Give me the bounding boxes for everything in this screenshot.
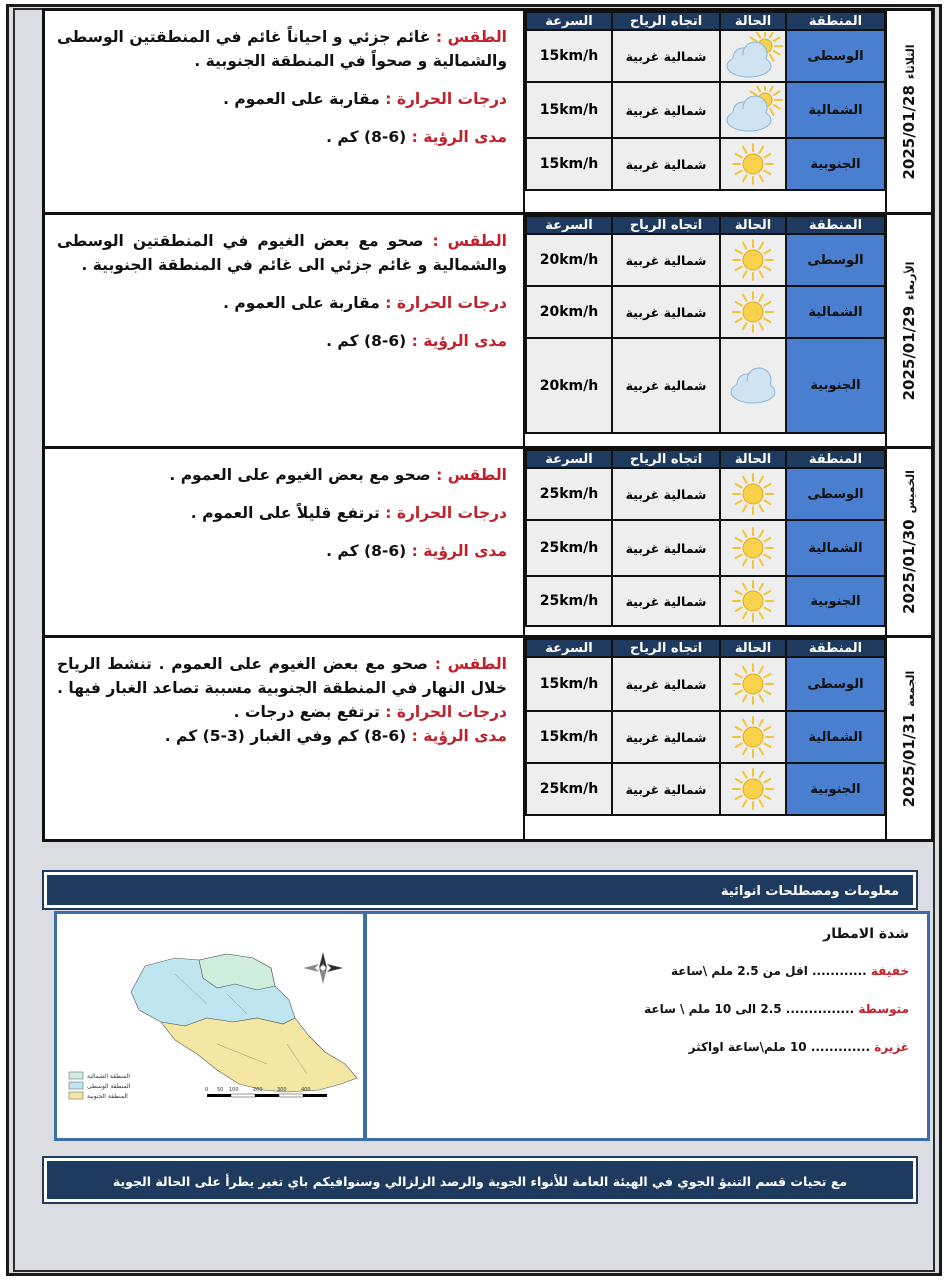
weather-line-label: الطقس : — [434, 655, 507, 673]
sun-icon — [720, 576, 786, 626]
weather-line-text: صحو مع بعض الغيوم في المنطقتين الوسطى والشمالية و غائم جزئي الى غائم في المنطقة الجنوبية . — [57, 232, 507, 274]
wind-speed-cell: 15km/h — [526, 30, 612, 82]
table-row — [526, 234, 885, 286]
rain-row-moderate — [389, 1002, 909, 1016]
region-cell: الشمالية — [786, 520, 885, 576]
wind-speed-cell: 15km/h — [526, 138, 612, 190]
day-name: الثلاثاء — [904, 43, 917, 79]
visibility-line — [57, 125, 507, 149]
visibility-line-text: (6-8) كم وفي الغبار (3-5) كم . — [164, 727, 407, 745]
day-block — [45, 215, 931, 449]
visibility-line-label: مدى الرؤية : — [411, 332, 507, 350]
visibility-line — [57, 539, 507, 563]
table-row — [526, 82, 885, 138]
table-row — [526, 657, 885, 711]
region-cell: الوسطى — [786, 468, 885, 520]
wind-direction-cell: شمالية غربية — [612, 468, 720, 520]
partly-cloudy-icon — [720, 82, 786, 138]
rain-text: ............. 10 ملم\ساعة اواكثر — [688, 1040, 871, 1054]
date-value: 2025/01/29 — [900, 305, 918, 400]
forecast-grid — [42, 8, 934, 842]
sun-icon — [720, 657, 786, 711]
wind-direction-cell: شمالية غربية — [612, 338, 720, 433]
visibility-line-text: (6-8) كم . — [326, 542, 407, 560]
visibility-line-text: (6-8) كم . — [326, 128, 407, 146]
weather-line-label: الطقس : — [436, 466, 507, 484]
wind-direction-cell: شمالية غربية — [612, 576, 720, 626]
day-name: الجمعة — [904, 670, 917, 707]
header-region: المنطقة — [786, 12, 885, 30]
scale-label: 100 — [229, 1087, 239, 1093]
day-block — [45, 449, 931, 638]
region-cell: الجنوبية — [786, 763, 885, 815]
day-block — [45, 11, 931, 215]
date-column — [885, 11, 931, 212]
wind-speed-cell: 25km/h — [526, 763, 612, 815]
temp-line-text: مقاربة على العموم . — [223, 294, 380, 312]
table-row — [526, 711, 885, 763]
visibility-line — [57, 329, 507, 353]
rain-row-light — [389, 964, 909, 978]
rain-title: شدة الامطار — [823, 926, 909, 942]
wind-direction-cell: شمالية غربية — [612, 138, 720, 190]
header-speed: السرعة — [526, 12, 612, 30]
header-region: المنطقة — [786, 639, 885, 657]
header-state: الحالة — [720, 216, 786, 234]
weather-line — [57, 652, 507, 700]
forecast-table — [525, 638, 886, 816]
info-box — [54, 911, 930, 1141]
region-cell: الشمالية — [786, 286, 885, 338]
weather-line-label: الطقس : — [432, 232, 507, 250]
visibility-line — [57, 724, 507, 748]
forecast-description — [45, 215, 525, 446]
wind-direction-cell: شمالية غربية — [612, 763, 720, 815]
region-cell: الجنوبية — [786, 338, 885, 433]
scale-label: 0 — [205, 1087, 209, 1093]
legend-north: المنطقة الشمالية — [87, 1073, 130, 1080]
day-name: الأربعاء — [904, 261, 917, 300]
header-state: الحالة — [720, 450, 786, 468]
forecast-description — [45, 11, 525, 212]
temp-line-label: درجات الحرارة : — [385, 703, 507, 721]
date-value: 2025/01/30 — [900, 519, 918, 614]
weather-line-text: صحو مع بعض الغيوم على العموم . — [169, 466, 431, 484]
wind-speed-cell: 20km/h — [526, 338, 612, 433]
sun-icon — [720, 468, 786, 520]
map-legend — [69, 1072, 131, 1100]
scale-label: 50 — [217, 1087, 224, 1093]
wind-speed-cell: 15km/h — [526, 657, 612, 711]
header-wind-dir: اتجاه الرياح — [612, 450, 720, 468]
header-wind-dir: اتجاه الرياح — [612, 639, 720, 657]
legend-south: المنطقة الجنوبية — [87, 1093, 128, 1100]
temp-line — [57, 700, 507, 724]
wind-direction-cell: شمالية غربية — [612, 30, 720, 82]
forecast-table — [525, 11, 886, 191]
region-cell: الشمالية — [786, 711, 885, 763]
forecast-table — [525, 449, 886, 627]
rain-intensity-panel — [371, 914, 927, 1138]
weather-line — [57, 229, 507, 277]
forecast-description — [45, 638, 525, 839]
wind-direction-cell: شمالية غربية — [612, 234, 720, 286]
rain-label: متوسطة — [858, 1002, 909, 1016]
wind-direction-cell: شمالية غربية — [612, 82, 720, 138]
table-row — [526, 468, 885, 520]
date-label — [900, 44, 918, 179]
wind-speed-cell: 25km/h — [526, 468, 612, 520]
scale-label: 300 — [277, 1087, 287, 1093]
table-row — [526, 286, 885, 338]
rain-label: خفيفة — [870, 964, 909, 978]
iraq-map — [57, 914, 367, 1138]
wind-speed-cell: 25km/h — [526, 520, 612, 576]
temp-line-text: ترتفع قليلاً على العموم . — [190, 504, 380, 522]
legend-central: المنطقة الوسطى — [87, 1083, 131, 1090]
date-label — [900, 470, 918, 614]
table-row — [526, 138, 885, 190]
table-row — [526, 520, 885, 576]
header-speed: السرعة — [526, 450, 612, 468]
header-speed: السرعة — [526, 216, 612, 234]
date-label — [900, 261, 918, 400]
weather-line — [57, 463, 507, 487]
temp-line-label: درجات الحرارة : — [385, 294, 507, 312]
temp-line-text: مقاربة على العموم . — [223, 90, 380, 108]
sun-icon — [720, 234, 786, 286]
header-region: المنطقة — [786, 216, 885, 234]
table-row — [526, 30, 885, 82]
temp-line — [57, 291, 507, 315]
header-wind-dir: اتجاه الرياح — [612, 216, 720, 234]
date-column — [885, 638, 931, 839]
date-label — [900, 670, 918, 807]
visibility-line-label: مدى الرؤية : — [411, 128, 507, 146]
rain-text: ............... 2.5 الى 10 ملم \ ساعة — [644, 1002, 855, 1016]
region-cell: الوسطى — [786, 234, 885, 286]
wind-direction-cell: شمالية غربية — [612, 711, 720, 763]
temp-line — [57, 87, 507, 111]
visibility-line-label: مدى الرؤية : — [411, 727, 507, 745]
table-row — [526, 576, 885, 626]
temp-line-text: ترتفع بضع درجات . — [233, 703, 380, 721]
region-cell: الوسطى — [786, 30, 885, 82]
partly-cloudy-icon — [720, 30, 786, 82]
weather-line-label: الطقس : — [435, 28, 507, 46]
scale-label: 200 — [253, 1087, 263, 1093]
sun-icon — [720, 763, 786, 815]
wind-direction-cell: شمالية غربية — [612, 286, 720, 338]
region-cell: الوسطى — [786, 657, 885, 711]
table-row — [526, 763, 885, 815]
visibility-line-label: مدى الرؤية : — [411, 542, 507, 560]
wind-speed-cell: 25km/h — [526, 576, 612, 626]
iraq-regions-map — [57, 914, 363, 1138]
forecast-table — [525, 215, 886, 434]
header-region: المنطقة — [786, 450, 885, 468]
info-section-title: معلومات ومصطلحات انوائية — [44, 872, 916, 908]
visibility-line-text: (6-8) كم . — [326, 332, 407, 350]
wind-speed-cell: 20km/h — [526, 286, 612, 338]
temp-line — [57, 501, 507, 525]
date-value: 2025/01/28 — [900, 84, 918, 180]
wind-direction-cell: شمالية غربية — [612, 520, 720, 576]
date-column — [885, 215, 931, 446]
date-column — [885, 449, 931, 635]
region-cell: الشمالية — [786, 82, 885, 138]
region-cell: الجنوبية — [786, 138, 885, 190]
day-block — [45, 638, 931, 839]
temp-line-label: درجات الحرارة : — [385, 90, 507, 108]
rain-label: غزيرة — [874, 1040, 909, 1054]
wind-speed-cell: 15km/h — [526, 82, 612, 138]
header-state: الحالة — [720, 12, 786, 30]
sun-icon — [720, 286, 786, 338]
header-wind-dir: اتجاه الرياح — [612, 12, 720, 30]
scale-label: 400 — [301, 1087, 311, 1093]
weather-line-text: غائم جزئي و احياناً غائم في المنطقتين الوسطى والشمالية و صحواً في المنطقة الجنوبية . — [57, 28, 507, 70]
weather-line-text: صحو مع بعض الغيوم على العموم . تنشط الرياح خلال النهار في المنطقة الجنوبية مسببة تصاعد الغبار فيها . — [57, 655, 507, 697]
region-cell: الجنوبية — [786, 576, 885, 626]
weather-line — [57, 25, 507, 73]
date-value: 2025/01/31 — [900, 712, 918, 807]
cloud-icon — [720, 338, 786, 433]
wind-speed-cell: 20km/h — [526, 234, 612, 286]
rain-text: ............ اقل من 2.5 ملم \ساعة — [671, 964, 867, 978]
wind-direction-cell: شمالية غربية — [612, 657, 720, 711]
sun-icon — [720, 520, 786, 576]
sun-icon — [720, 138, 786, 190]
footer-greeting: مع تحيات قسم التنبؤ الجوي في الهيئة العامة للأنواء الجوية والرصد الزلزالي وسنوافيكم باي تغير يطرأ على الحالة الجوية — [44, 1158, 916, 1202]
rain-row-heavy — [389, 1040, 909, 1054]
header-state: الحالة — [720, 639, 786, 657]
temp-line-label: درجات الحرارة : — [385, 504, 507, 522]
day-name: الخميس — [904, 470, 917, 514]
table-row — [526, 338, 885, 433]
sun-icon — [720, 711, 786, 763]
header-speed: السرعة — [526, 639, 612, 657]
wind-speed-cell: 15km/h — [526, 711, 612, 763]
forecast-description — [45, 449, 525, 635]
